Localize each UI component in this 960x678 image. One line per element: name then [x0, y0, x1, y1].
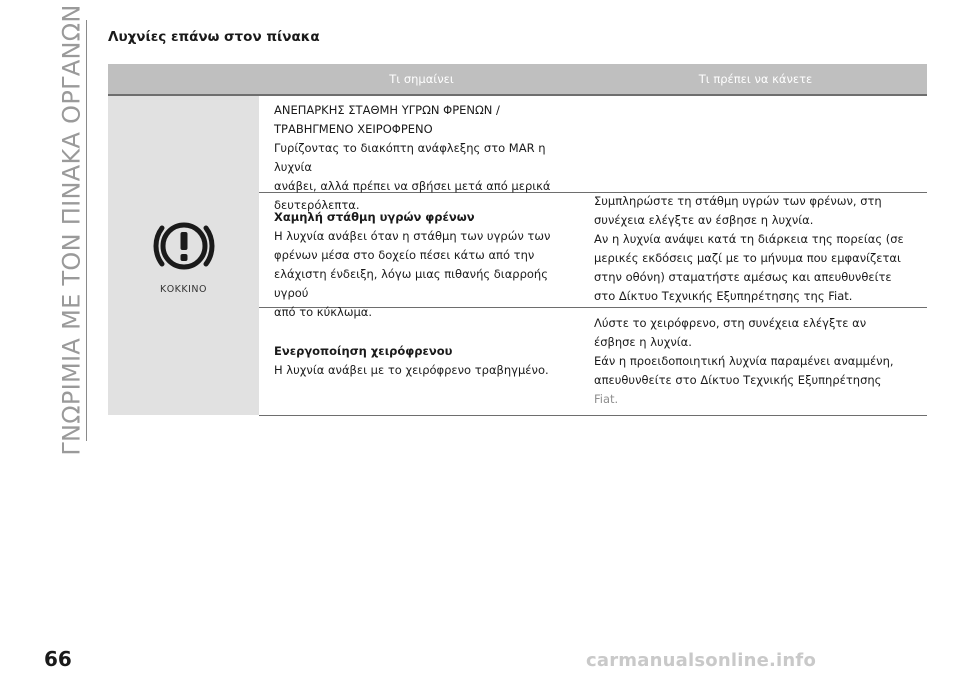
meaning-title: Χαμηλή στάθμη υγρών φρένων	[274, 210, 475, 224]
meaning-line: ελάχιστη ένδειξη, λόγω μιας πιθανής διαρροής υγρού	[274, 267, 548, 300]
table-row	[259, 193, 927, 319]
meaning-line: ΑΝΕΠΑΡΚΗΣ ΣΤΑΘΜΗ ΥΓΡΩΝ ΦΡΕΝΩΝ /	[274, 103, 500, 117]
action-cell	[594, 192, 919, 306]
action-line: στο Δίκτυο Τεχνικής Εξυπηρέτησης της Fiat.	[594, 289, 853, 303]
table-row	[259, 308, 927, 416]
action-cell	[594, 314, 919, 409]
action-line: απευθυνθείτε στο Δίκτυο Τεχνικής Εξυπηρέτησης	[594, 373, 882, 387]
meaning-cell	[274, 208, 579, 322]
icon-color-caption: ΚΟΚΚΙΝΟ	[159, 284, 208, 295]
meaning-line: από το κύκλωμα.	[274, 305, 373, 319]
icon-column	[108, 96, 259, 415]
sidebar-rule	[86, 20, 87, 441]
table-rows	[259, 96, 927, 416]
sidebar-chapter-title-text: ΓΝΩΡΙΜΙΑ ΜΕ ΤΟΝ ΠΙΝΑΚΑ ΟΡΓΑΝΩΝ	[58, 4, 87, 456]
table-header-meaning: Τι σημαίνει	[262, 64, 581, 94]
table-body	[108, 96, 927, 416]
meaning-line: δευτερόλεπτα.	[274, 198, 360, 212]
meaning-line: Γυρίζοντας το διακόπτη ανάφλεξης στο MAR η λυχνία	[274, 141, 546, 174]
action-line: Fiat.	[594, 392, 619, 406]
meaning-line: φρένων μέσα στο δοχείο πέσει κάτω από την	[274, 248, 535, 262]
action-line: Εάν η προειδοποιητική λυχνία παραμένει αναμμένη,	[594, 354, 894, 368]
action-line: έσβησε η λυχνία.	[594, 335, 692, 349]
action-line: συνέχεια ελέγξτε αν έσβησε η λυχνία.	[594, 213, 814, 227]
meaning-line: ΤΡΑΒΗΓΜΕΝΟ ΧΕΙΡΟΦΡΕΝΟ	[274, 122, 433, 136]
table-header-action: Τι πρέπει να κάνετε	[584, 64, 927, 94]
meaning-title: Ενεργοποίηση χειρόφρενου	[274, 344, 453, 358]
page-number: 66	[44, 647, 72, 671]
action-line: Αν η λυχνία ανάψει κατά τη διάρκεια της πορείας (σε	[594, 232, 904, 246]
watermark: carmanualsonline.info	[586, 650, 817, 671]
brake-warning-icon	[152, 214, 216, 278]
table-header	[108, 64, 927, 96]
meaning-line: Η λυχνία ανάβει όταν η στάθμη των υγρών των	[274, 229, 551, 243]
action-line: Συμπληρώστε τη στάθμη υγρών των φρένων, στη	[594, 194, 882, 208]
meaning-cell	[274, 342, 579, 380]
action-line: στην οθόνη) σταματήστε αμέσως και απευθυνθείτε	[594, 270, 892, 284]
meaning-line: Η λυχνία ανάβει με το χειρόφρενο τραβηγμένο.	[274, 363, 549, 377]
action-line: μερικές εκδόσεις μαζί με το μήνυμα που εμφανίζεται	[594, 251, 901, 265]
section-title: Λυχνίες επάνω στον πίνακα	[108, 29, 320, 45]
meaning-line: ανάβει, αλλά πρέπει να σβήσει μετά από μερικά	[274, 179, 551, 193]
warning-lights-table	[108, 64, 927, 416]
table-header-icon-column	[108, 64, 259, 94]
action-line: Λύστε το χειρόφρενο, στη συνέχεια ελέγξτε αν	[594, 316, 867, 330]
